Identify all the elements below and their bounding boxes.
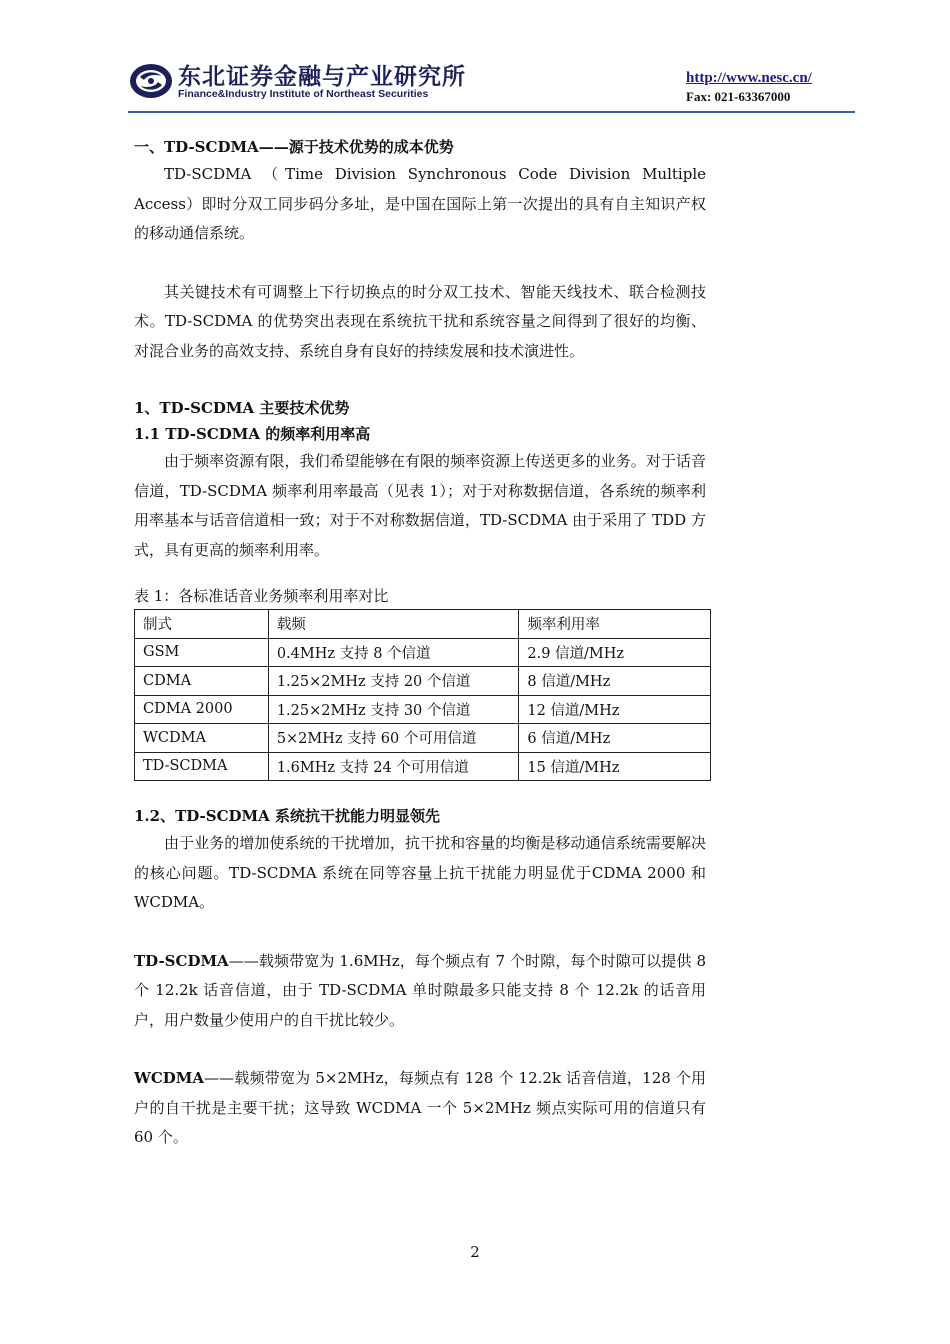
term-td-scdma: TD-SCDMA [134,951,229,970]
paragraph-intro: TD-SCDMA （Time Division Synchronous Code Division Multiple Access）即时分双工同步码分多址，是中国在国际上第一次提出的具有自主知识产权的移动通信系统。 [134,165,706,242]
table-cell: CDMA 2000 [135,695,269,724]
table-row [135,667,711,696]
wcdma-text: ——载频带宽为 5×2MHz，每频点有 128 个 12.2k 话音信道，128 个用户的自干扰是主要干扰；这导致 WCDMA 一个 5×2MHz 频点实际可用的信道只有 60 个。 [134,1069,706,1146]
company-name-cn: 东北证券金融与产业研究所 [178,64,466,90]
document-body [134,134,706,1153]
table-cell: 1.6MHz 支持 24 个可用信道 [268,752,519,781]
table-caption: 表 1：各标准话音业务频率利用率对比 [134,587,389,605]
subsection-1-1-title: 1.1 TD-SCDMA 的频率利用率高 [134,425,371,443]
table-cell: 1.25×2MHz 支持 30 个信道 [268,695,519,724]
table-row [135,724,711,753]
subsection-title: 1、TD-SCDMA 主要技术优势 [134,399,350,417]
table-cell: WCDMA [135,724,269,753]
paragraph-key-tech: 其关键技术有可调整上下行切换点的时分双工技术、智能天线技术、联合检测技术。TD-SCDMA 的优势突出表现在系统抗干扰和系统容量之间得到了很好的均衡、对混合业务的高效支持、系统自身有良好的持续发展和技术演进性。 [134,282,706,360]
section-title: 一、TD-SCDMA——源于技术优势的成本优势 [134,138,454,156]
table-cell: 0.4MHz 支持 8 个信道 [268,638,519,667]
table-cell: 6 信道/MHz [519,724,711,753]
table-cell: 15 信道/MHz [519,752,711,781]
table-cell: 2.9 信道/MHz [519,638,711,667]
company-name-en: Finance&Industry Institute of Northeast Securities [178,88,429,100]
table-header-row [135,610,711,639]
table-row [135,638,711,667]
table-cell: GSM [135,638,269,667]
nesc-logo-icon [128,58,174,104]
table-cell: 5×2MHz 支持 60 个可用信道 [268,724,519,753]
paragraph-td-scdma [134,947,706,1036]
table-cell: 12 信道/MHz [519,695,711,724]
page-number: 2 [470,1243,480,1261]
table-cell: 1.25×2MHz 支持 20 个信道 [268,667,519,696]
term-wcdma: WCDMA [134,1069,205,1087]
table-row [135,752,711,781]
table-header-cell: 载频 [268,610,519,639]
table-header-cell: 制式 [135,610,269,639]
table-row [135,695,711,724]
table-cell: TD-SCDMA [135,752,269,781]
frequency-table [134,609,711,781]
paragraph-wcdma [134,1064,706,1153]
page-header [0,0,950,120]
table-cell: 8 信道/MHz [519,667,711,696]
subsection-1-2-title: 1.2、TD-SCDMA 系统抗干扰能力明显领先 [134,807,441,825]
paragraph-frequency: 由于频率资源有限，我们希望能够在有限的频率资源上传送更多的业务。对于话音信道，TD-SCDMA 频率利用率最高（见表 1）；对于对称数据信道，各系统的频率利用率基本与话音信道相一致；对于不对称数据信道，TD-SCDMA 由于采用了 TDD 方式，具有更高的频率利用率。 [134,452,706,559]
fax-number: Fax: 021-63367000 [686,89,791,104]
website-link[interactable]: http://www.nesc.cn/ [686,70,812,86]
paragraph-interference: 由于业务的增加使系统的干扰增加，抗干扰和容量的均衡是移动通信系统需要解决的核心问题。TD-SCDMA 系统在同等容量上抗干扰能力明显优于CDMA 2000 和 WCDMA。 [134,834,706,911]
header-divider [128,111,855,113]
table-header-cell: 频率利用率 [519,610,711,639]
td-scdma-text: ——载频带宽为 1.6MHz，每个频点有 7 个时隙，每个时隙可以提供 8 个 12.2k 话音信道，由于 TD-SCDMA 单时隙最多只能支持 8 个 12.2k 的话音用户，用户数量少使用户的自干扰比较少。 [134,951,706,1029]
table-cell: CDMA [135,667,269,696]
